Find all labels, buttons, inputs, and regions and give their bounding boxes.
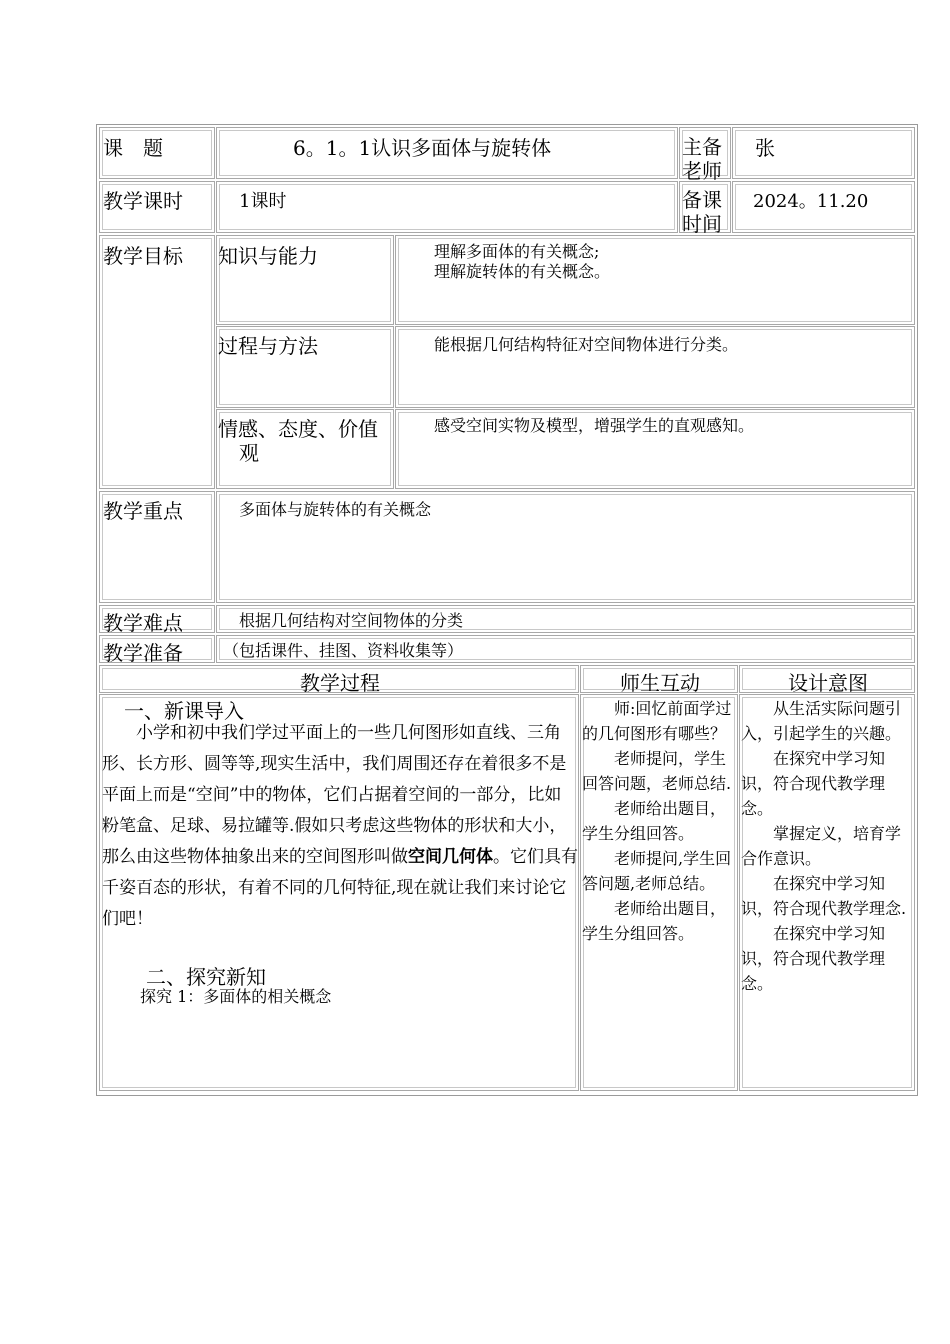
goal-attitude-name-cell <box>216 409 394 489</box>
process-header-cell <box>99 665 579 693</box>
goal-process-name: 过程与方法 <box>218 334 318 358</box>
date-label-line1: 备课 <box>682 188 722 212</box>
date-value: 2024。11.20 <box>753 191 869 212</box>
interaction-item: 老师提问,学生回答问题,老师总结。 <box>582 849 732 893</box>
teacher-label-line2: 老师 <box>682 159 722 183</box>
goal-attitude-name-line1: 情感、态度、价值 <box>218 417 378 441</box>
goals-label: 教学目标 <box>103 244 183 268</box>
intent-item: 在探究中学习知识，符合现代教学理念。 <box>741 749 886 818</box>
hours-label-cell <box>99 181 215 233</box>
interaction-item: 师:回忆前面学过的几何图形有哪些？ <box>582 699 732 743</box>
preparation-value: （包括课件、挂图、资料收集等） <box>223 641 464 660</box>
difficulty-label: 教学难点 <box>103 611 183 635</box>
hours-label: 教学课时 <box>103 189 183 213</box>
topic-label-cell <box>99 127 215 179</box>
section2-title: 二、探究新知 <box>146 965 266 989</box>
topic-label: 课 题 <box>103 136 163 160</box>
intro-paragraph <box>102 718 578 935</box>
section1-title: 一、新课导入 <box>124 699 244 723</box>
date-value-cell <box>732 181 915 233</box>
goal-knowledge-text-cell <box>395 235 915 325</box>
preparation-label-cell <box>99 635 215 663</box>
hours-value-cell <box>216 181 678 233</box>
intro-text-before: 小学和初中我们学过平面上的一些几何图形如直线、三角形、长方形、圆等等,现实生活中，我们周围还存在着很多不是平面上而是“空间”中的物体，它们占据着空间的一部分，比如粉笔盒、足球、易拉罐等.假如只考虑这些物体的形状和大小，那么由这些物体抽象出来的空间图形叫做 <box>102 723 567 867</box>
date-label-cell <box>679 181 731 236</box>
teacher-value-cell <box>732 127 915 179</box>
goal-knowledge-name-cell <box>216 235 394 325</box>
intent-item: 掌握定义，培育学合作意识。 <box>741 824 902 868</box>
difficulty-value: 根据几何结构对空间物体的分类 <box>239 611 464 630</box>
intent-item: 在探究中学习知识，符合现代教学理念. <box>741 874 907 918</box>
goal-attitude-name-line2: 观 <box>239 441 259 465</box>
intro-text-after: 。它们具有千姿百态的形状，有着不同的几何特征,现在就让我们来讨论它们吧！ <box>102 847 578 929</box>
goal-process-text-cell <box>395 326 915 408</box>
interaction-column <box>582 696 736 946</box>
key-point-label-cell <box>99 491 215 603</box>
teacher-label-cell <box>679 127 731 183</box>
goal-knowledge-line1: 理解多面体的有关概念; <box>434 242 600 261</box>
goal-attitude-line1: 感受空间实物及模型，增强学生的直观感知。 <box>434 416 755 435</box>
topic-value: 6。1。1认识多面体与旋转体 <box>293 136 552 160</box>
difficulty-value-cell <box>216 605 915 633</box>
key-point-label: 教学重点 <box>103 499 183 523</box>
intent-column <box>741 696 913 996</box>
process-header: 教学过程 <box>300 671 380 695</box>
explore1-title: 探究 1：多面体的相关概念 <box>140 987 332 1006</box>
preparation-label: 教学准备 <box>103 641 183 665</box>
intent-item: 从生活实际问题引入，引起学生的兴趣。 <box>741 699 902 743</box>
date-label-line2: 时间 <box>682 212 722 236</box>
interaction-header: 师生互动 <box>620 671 700 695</box>
process-body-cell <box>99 694 579 1091</box>
intro-text-bold: 空间几何体 <box>408 847 493 867</box>
intent-header: 设计意图 <box>788 671 868 695</box>
goal-process-name-cell <box>216 326 394 408</box>
interaction-item: 老师给出题目，学生分组回答。 <box>582 799 727 843</box>
key-point-value-cell <box>216 491 915 603</box>
difficulty-label-cell <box>99 605 215 633</box>
interaction-item: 老师给出题目，学生分组回答。 <box>582 899 727 943</box>
preparation-value-cell <box>216 635 915 663</box>
goal-attitude-text-cell <box>395 409 915 489</box>
topic-value-cell <box>216 127 678 179</box>
goal-knowledge-line2: 理解旋转体的有关概念。 <box>434 262 611 281</box>
interaction-body-cell <box>580 694 738 1091</box>
goals-label-cell <box>99 235 215 489</box>
intent-header-cell <box>739 665 915 693</box>
goal-knowledge-name: 知识与能力 <box>218 244 318 268</box>
key-point-value: 多面体与旋转体的有关概念 <box>239 500 432 519</box>
interaction-header-cell <box>580 665 738 693</box>
hours-value: 1课时 <box>239 191 287 212</box>
lesson-plan-table <box>96 124 918 1096</box>
interaction-item: 老师提问，学生回答问题，老师总结. <box>582 749 732 793</box>
teacher-value: 张 <box>755 136 775 160</box>
teacher-label-line1: 主备 <box>682 135 722 159</box>
intent-body-cell <box>739 694 915 1091</box>
intent-item: 在探究中学习知识，符合现代教学理念。 <box>741 924 886 993</box>
table-frame <box>96 124 918 1096</box>
goal-process-line1: 能根据几何结构特征对空间物体进行分类。 <box>434 335 739 354</box>
